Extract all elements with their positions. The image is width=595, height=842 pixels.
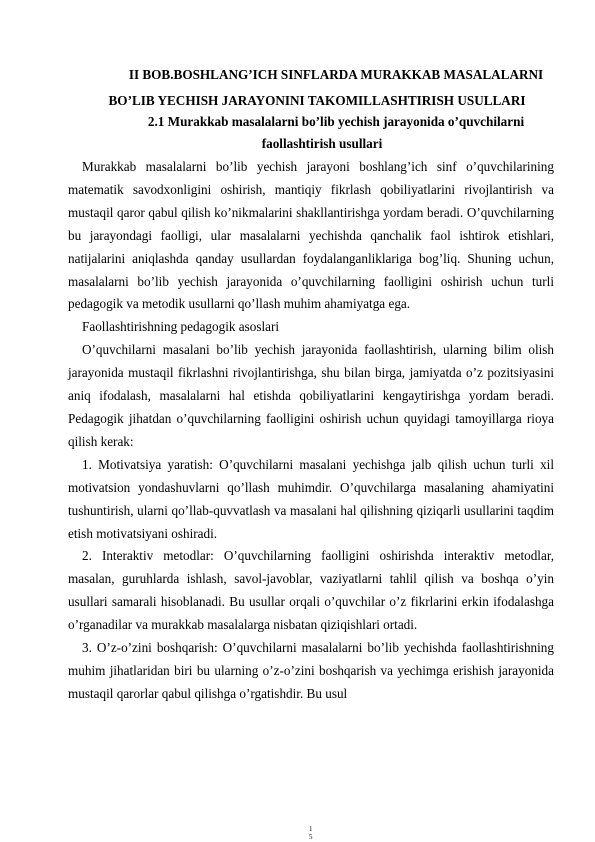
paragraph-text: 1. Motivatsiya yaratish: O’quvchilarni masalani yechishga jalb qilish uchun turli xil motivatsion yondashuvlarni qo’llash muhimdir. O’quvchilarga masalaning ahamiyatini tushuntirish, ularni qo’llab-quvvatlash va masalani hal qilishning qiziqarli usullarini taqdim etish motivatsiyani oshiradi. <box>68 456 554 541</box>
section-title-line-2: faollashtirish usullari <box>261 136 383 151</box>
chapter-title-line-2: BO’LIB YECHISH JARAYONINI TAKOMILLASHTIRISH USULLARI <box>108 93 526 108</box>
paragraph-text: O’quvchilarni masalani bo’lib yechish jarayonida faollashtirish, ularning bilim olish jarayonida mustaqil fikrlashni rivojlantirishga, shu bilan birga, jamiyatda o’z pozitsiyasini aniq ifodalash, masalalarni hal etishda qobiliyatlarini kengaytirishga yordam beradi. Pedagogik jihatdan o’quvchilarning faolligini oshirish uchun quyidagi tamoyillarga rioya qilish kerak: <box>68 342 554 449</box>
paragraph-text: 2. Interaktiv metodlar: O’quvchilarning faolligini oshirishda interaktiv metodlar, masalan, guruhlarda ishlash, savol-javoblar, vaziyatlarni tahlil qilish va boshqa o’yin usullari samarali hisoblanadi. Bu usullar orqali o’quvchilar o’z fikrlarini erkin ifodalashga o’rganadilar va murakkab masalalarga nisbatan qiziqishlari ortadi. <box>68 548 554 633</box>
body-text <box>68 156 554 706</box>
paragraph <box>68 156 554 316</box>
page-number <box>309 825 313 841</box>
paragraph-text: Faollashtirishning pedagogik asoslari <box>82 319 280 335</box>
paragraph-text: Murakkab masalalarni bo’lib yechish jarayoni boshlang’ich sinf o’quvchilarining matematik savodxonligini oshirish, mantiqiy fikrlash qobiliyatlarini rivojlantirish va mustaqil qaror qabul qilish ko’nikmalarini shakllantirishga yordam beradi. O’quvchilarning bu jarayondagi faolligi, ular masalalarni yechishda qanchalik faol ishtirok etishlari, natijalarini aniqlashda qanday usullardan foydalanganliklariga bog’liq. Shuning uchun, masalalarni bo’lib yechish jarayonida o’quvchilarning faolligini oshirish uchun turli pedagogik va metodik usullarni qo’llash muhim ahamiyatga ega. <box>68 159 554 312</box>
chapter-title <box>90 62 554 110</box>
chapter-title-line-1: II BOB.BOSHLANG’ICH SINFLARDA MURAKKAB MASALALARNI <box>128 67 544 82</box>
paragraph <box>68 637 554 706</box>
paragraph <box>68 339 554 454</box>
page-number-digit-2: 5 <box>309 833 313 841</box>
document-page <box>68 62 554 706</box>
page-number-digit-1: 1 <box>309 825 313 833</box>
paragraph <box>68 545 554 637</box>
paragraph <box>68 316 554 339</box>
section-title <box>90 111 554 155</box>
section-title-line-1: 2.1 Murakkab masalalarni bo’lib yechish jarayonida o’quvchilarni <box>147 114 525 129</box>
paragraph <box>68 454 554 546</box>
paragraph-text: 3. O’z-o’zini boshqarish: O’quvchilarni masalalarni bo’lib yechishda faollashtirishning muhim jihatlaridan biri bu ularning o’z-o’zini boshqarish va yechimga erishish jarayonida mustaqil qarorlar qabul qilishga o’rgatishdir. Bu usul <box>68 640 554 701</box>
